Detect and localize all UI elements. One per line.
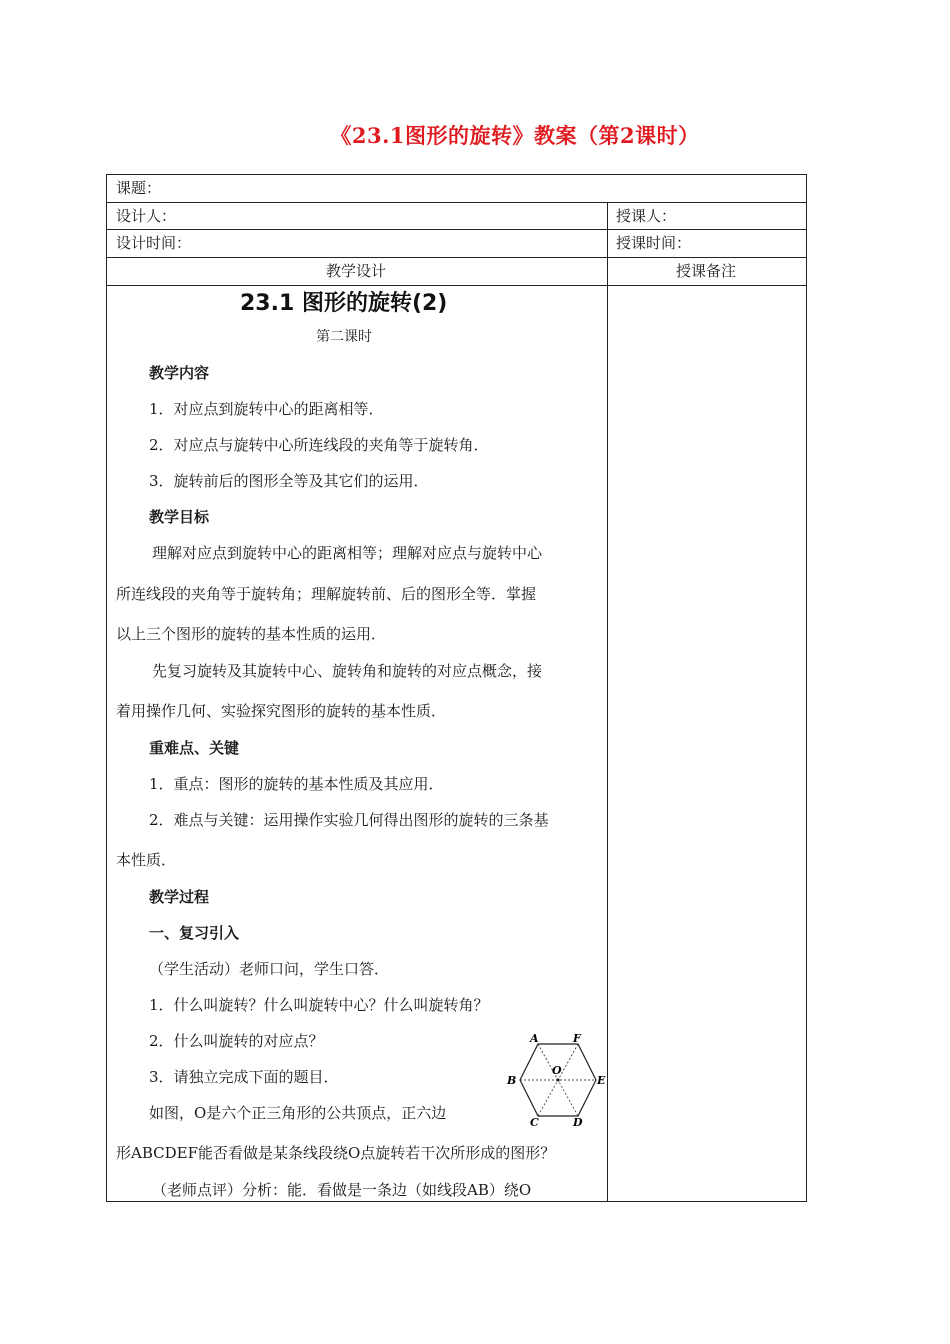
review-line: 如图，O是六个正三角形的公共顶点，正六边 [149,1104,447,1122]
topic-label: 课题： [116,179,162,197]
review-line: 形ABCDEF能否看做是某条线段绕O点旋转若干次所形成的图形？ [116,1144,556,1162]
lesson-subheading: 第二课时 [316,329,372,345]
row-divider [107,257,806,258]
section-process-heading: 教学过程 [149,888,210,906]
key-item: 本性质． [116,851,177,869]
goals-line: 所连线段的夹角等于旋转角；理解旋转前、后的图形全等．掌握 [116,585,537,603]
review-line: （老师点评）分析：能．看做是一条边（如线段AB）绕O [152,1181,532,1199]
review-line: 1．什么叫旋转？什么叫旋转中心？什么叫旋转角？ [149,996,489,1014]
key-item: 2．难点与关键：运用操作实验几何得出图形的旋转的三条基 [149,811,549,829]
content-item: 2．对应点与旋转中心所连线段的夹角等于旋转角． [149,436,489,454]
method-line: 着用操作几何、实验探究图形的旋转的基本性质． [116,702,447,720]
center-point [556,1078,559,1081]
teaching-design-header: 教学设计 [325,262,386,280]
page-title: 《23.1图形的旋转》教案（第2课时） [330,123,700,148]
content-item: 1．对应点到旋转中心的距离相等． [149,400,384,418]
lesson-heading: 23.1 图形的旋转(2) [240,291,448,316]
hexagon-figure [504,1032,608,1128]
notes-header: 授课备注 [675,262,736,280]
content-item: 3．旋转前后的图形全等及其它们的运用． [149,472,429,490]
key-item: 1．重点：图形的旋转的基本性质及其应用． [149,775,444,793]
goals-line: 以上三个图形的旋转的基本性质的运用． [116,625,387,643]
section-key-heading: 重难点、关键 [149,739,240,757]
design-time-label: 设计时间： [116,234,192,252]
method-line: 先复习旋转及其旋转中心、旋转角和旋转的对应点概念，接 [152,662,543,680]
lecturer-label: 授课人： [616,207,677,225]
row-divider [107,229,806,230]
review-line: （学生活动）老师口问，学生口答． [149,960,390,978]
vertex-label-c: C [530,1116,539,1128]
row-divider [107,285,806,286]
lecture-time-label: 授课时间： [616,234,692,252]
vertex-label-a: A [530,1032,539,1045]
goals-line: 理解对应点到旋转中心的距离相等；理解对应点与旋转中心 [152,544,543,562]
review-line: 3．请独立完成下面的题目． [149,1068,339,1086]
vertex-label-e: E [597,1074,606,1087]
center-label-o: O [552,1064,562,1077]
review-line: 2．什么叫旋转的对应点？ [149,1032,324,1050]
section-content-heading: 教学内容 [149,364,210,382]
section-review-heading: 一、复习引入 [149,924,240,942]
section-goals-heading: 教学目标 [149,508,210,526]
vertex-label-b: B [507,1074,517,1087]
row-divider [107,202,806,203]
vertex-label-d: D [573,1116,583,1128]
vertex-label-f: F [573,1032,581,1045]
designer-label: 设计人： [116,207,177,225]
